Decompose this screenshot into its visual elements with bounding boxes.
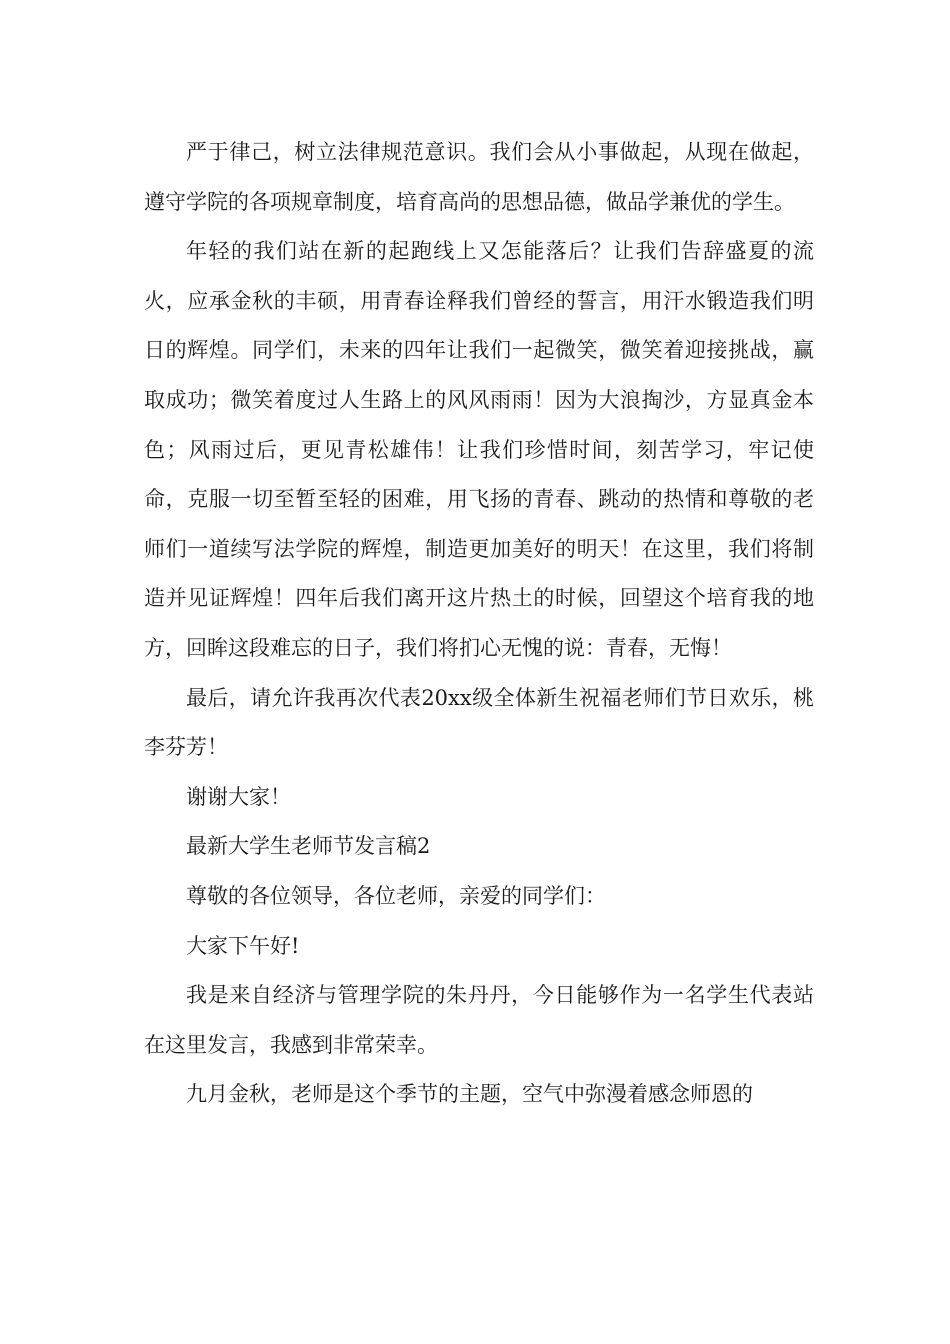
paragraph-autumn: 九月金秋，老师是这个季节的主题，空气中弥漫着感念师恩的 — [186, 1082, 753, 1107]
paragraph-introduction: 我是来自经济与管理学院的朱丹丹，今日能够作为一名学生代表站在这里发言，我感到非常荣幸。 — [144, 983, 814, 1057]
paragraph-thanks: 谢谢大家！ — [186, 784, 291, 809]
paragraph-youth: 年轻的我们站在新的起跑线上又怎能落后？让我们告辞盛夏的流火，应承金秋的丰硕，用青春诠释我们曾经的誓言，用汗水锻造我们明日的辉煌。同学们，未来的四年让我们一起微笑，微笑着迎接挑战，赢取成功；微笑着度过人生路上的风风雨雨！因为大浪掏沙，方显真金本色；风雨过后，更见青松雄伟！让我们珍惜时间，刻苦学习，牢记使命，克服一切至暂至轻的困难，用飞扬的青春、跳动的热情和尊敬的老师们一道续写法学院的辉煌，制造更加美好的明天！在这里，我们将制造并见证辉煌！四年后我们离开这片热土的时候，回望这个培育我的地方，回眸这段难忘的日子，我们将扪心无愧的说：青春，无悔！ — [144, 239, 814, 660]
paragraph-closing-wishes: 最后，请允许我再次代表20xx级全体新生祝福老师们节日欢乐，桃李芬芳！ — [144, 685, 814, 760]
paragraph-greeting: 大家下午好! — [186, 933, 300, 958]
paragraph-salutation: 尊敬的各位领导，各位老师，亲爱的同学们： — [186, 883, 606, 908]
document-body — [144, 128, 814, 1120]
paragraph-rules: 严于律己，树立法律规范意识。我们会从小事做起，从现在做起，遵守学院的各项规章制度，培育高尚的思想品德，做品学兼优的学生。 — [144, 140, 814, 214]
section-title: 最新大学生老师节发言稿2 — [186, 834, 431, 859]
